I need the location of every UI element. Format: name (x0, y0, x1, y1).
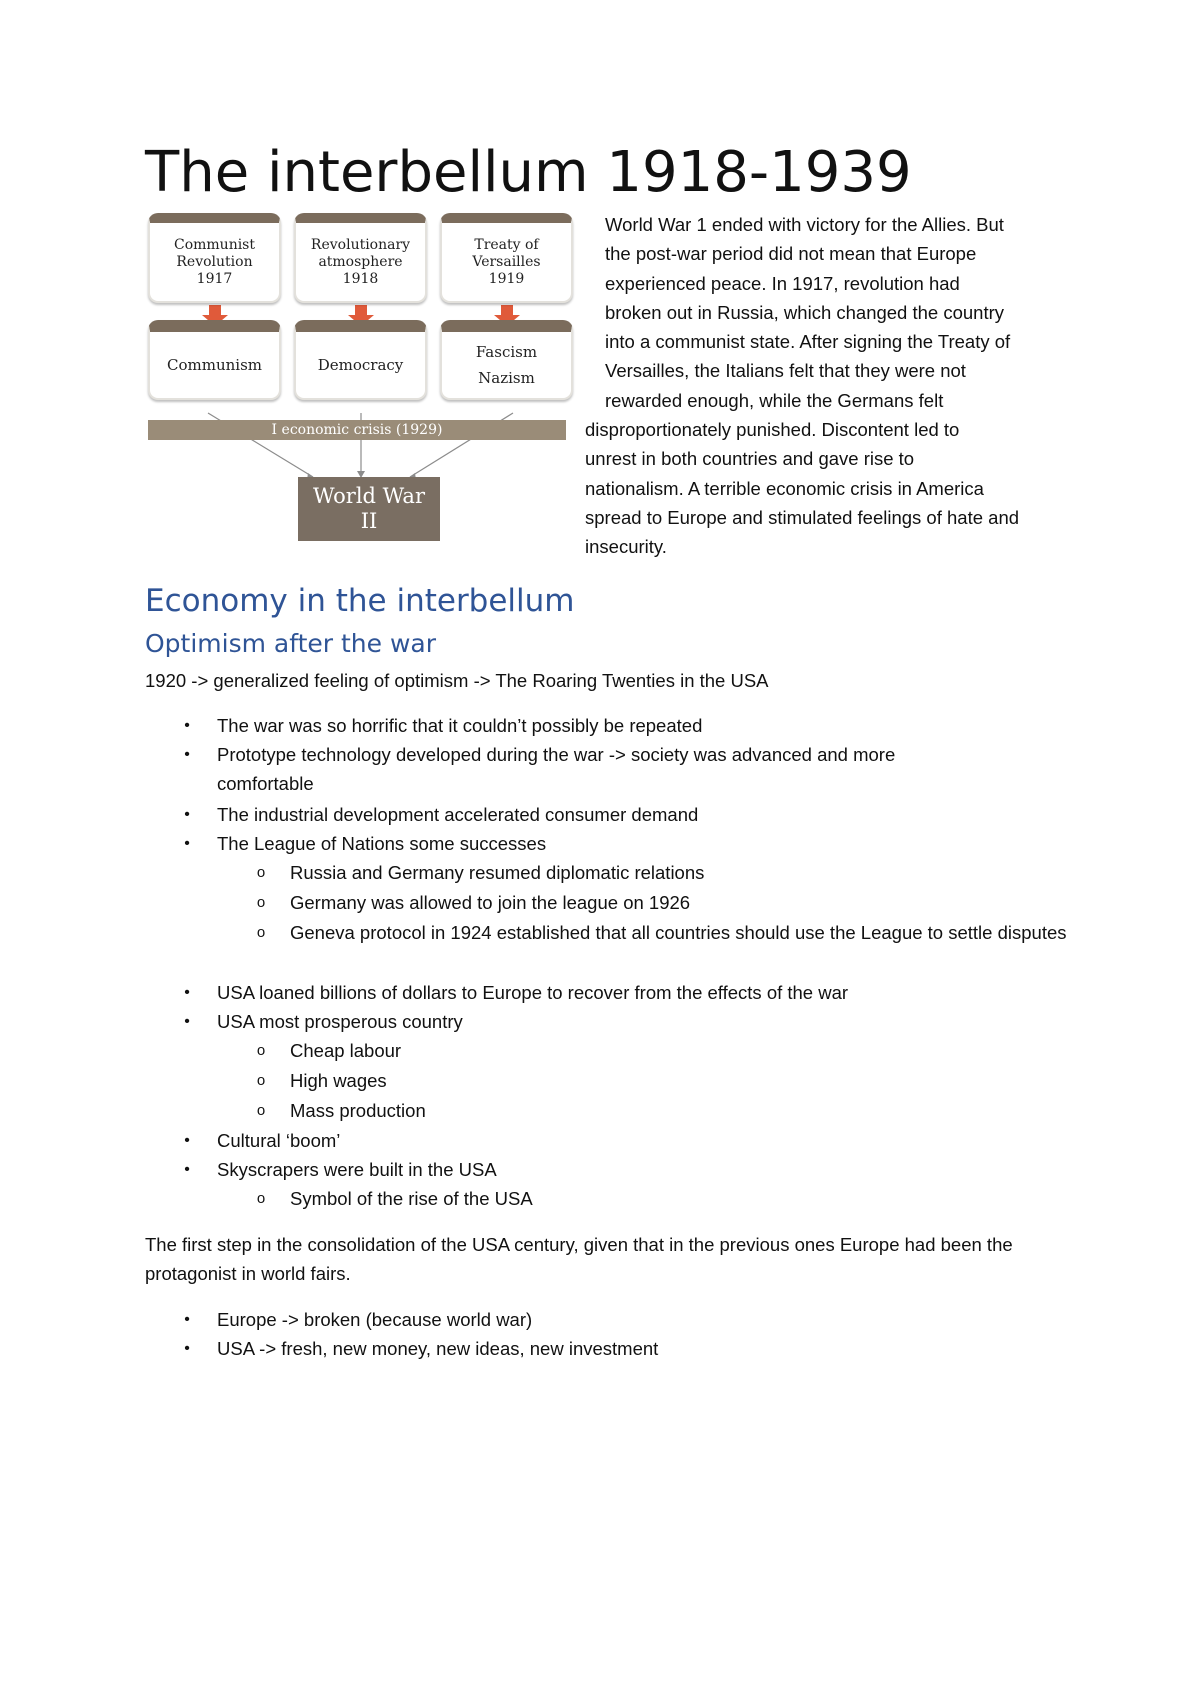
diagram-box-communism (148, 320, 281, 400)
box-line: Communism (167, 355, 262, 374)
intro-line: unrest in both countries and gave rise to (585, 448, 915, 470)
box-line: Democracy (317, 355, 404, 374)
box-line: 1919 (488, 270, 525, 287)
intro-line: into a communist state. After signing the Treaty of (605, 331, 1011, 353)
intro-paragraph (585, 210, 1085, 562)
list-item-text: Germany was allowed to join the league on 1926 (290, 892, 691, 913)
bullet-icon: • (184, 717, 190, 734)
intro-line: spread to Europe and stimulated feelings of hate and (585, 506, 1020, 528)
intro-line: broken out in Russia, which changed the country (605, 301, 1005, 323)
bullet-icon: o (256, 1190, 266, 1207)
diagram-box-democracy (294, 320, 427, 400)
list-item-text: Prototype technology developed during the war -> society was advanced and more comfortable (217, 744, 896, 794)
section-heading: Economy in the interbellum (145, 583, 575, 619)
box-line: Nazism (478, 369, 535, 387)
diagram-box-world-war-ii (298, 477, 440, 541)
box-line: 1918 (342, 270, 379, 287)
bullet-icon: o (256, 1072, 266, 1089)
bullet-icon: • (184, 984, 190, 1001)
intro-line: the post-war period did not mean that Europe (605, 243, 977, 265)
bullet-icon: • (184, 1161, 190, 1178)
page-title: The interbellum 1918-1939 (145, 140, 912, 205)
box-line: Fascism (475, 343, 538, 361)
box-line: 1917 (196, 270, 233, 287)
bullet-icon: o (256, 924, 266, 941)
list-item-text: USA -> fresh, new money, new ideas, new investment (217, 1338, 659, 1359)
bullet-icon: o (256, 894, 266, 911)
box-line: Treaty of (474, 236, 539, 253)
intro-line: experienced peace. In 1917, revolution had (605, 272, 960, 294)
diagram-box-communist-revolution (148, 213, 281, 303)
bullet-icon: o (256, 1042, 266, 1059)
section-lead: 1920 -> generalized feeling of optimism -> The Roaring Twenties in the USA (145, 670, 769, 691)
list-item-text: Europe -> broken (because world war) (217, 1309, 533, 1330)
list-item-text: Symbol of the rise of the USA (290, 1188, 533, 1209)
bullet-icon: o (256, 864, 266, 881)
diagram-box-revolutionary-atmosphere (294, 213, 427, 303)
intro-line: World War 1 ended with victory for the Allies. But (605, 214, 1004, 235)
box-line: Revolution (176, 253, 253, 270)
box-line: II (360, 509, 378, 533)
box-line: Versailles (472, 253, 541, 270)
bullet-icon: • (184, 835, 190, 852)
intro-line: Versailles, the Italians felt that they were not (605, 360, 966, 382)
list-item-text: Cultural ‘boom’ (217, 1130, 341, 1151)
intro-line: nationalism. A terrible economic crisis in America (585, 477, 984, 499)
causes-diagram (148, 205, 578, 545)
list-item-text: USA loaned billions of dollars to Europe to recover from the effects of the war (217, 982, 849, 1003)
bullet-icon: o (256, 1102, 266, 1119)
body-paragraph: The first step in the consolidation of the USA century, given that in the previous ones Europe had been the protagonist in world fairs. (145, 1234, 1013, 1284)
list-item-text: Mass production (290, 1100, 426, 1121)
list-item-text: The industrial development accelerated consumer demand (217, 804, 699, 825)
diagram-box-fascism-nazism (440, 320, 573, 400)
box-line: atmosphere (318, 253, 403, 270)
intro-line: rewarded enough, while the Germans felt (605, 389, 944, 411)
bullet-icon: • (184, 1311, 190, 1328)
list-item-text: USA most prosperous country (217, 1011, 463, 1032)
section-subheading: Optimism after the war (145, 629, 437, 658)
bullet-icon: • (184, 806, 190, 823)
intro-line: disproportionately punished. Discontent led to (585, 419, 960, 441)
bullet-icon: • (184, 746, 190, 763)
list-item-text: Skyscrapers were built in the USA (217, 1159, 497, 1180)
list-item-text: Geneva protocol in 1924 established that all countries should use the League to settle disputes (290, 922, 1067, 943)
economic-crisis-band: I economic crisis (1929) (148, 420, 566, 440)
diagram-box-treaty-of-versailles (440, 213, 573, 303)
box-line: Revolutionary (310, 236, 411, 253)
list-item-text: The war was so horrific that it couldn’t possibly be repeated (217, 715, 703, 736)
box-line: Communist (173, 236, 255, 253)
bullet-icon: • (184, 1013, 190, 1030)
intro-line: insecurity. (585, 536, 667, 558)
box-line: World War (313, 484, 425, 508)
bullet-icon: • (184, 1132, 190, 1149)
bullet-icon: • (184, 1340, 190, 1357)
list-item-text: The League of Nations some successes (217, 833, 547, 854)
list-item-text: Russia and Germany resumed diplomatic relations (290, 862, 705, 883)
list-item-text: High wages (290, 1070, 387, 1091)
list-item-text: Cheap labour (290, 1040, 402, 1061)
